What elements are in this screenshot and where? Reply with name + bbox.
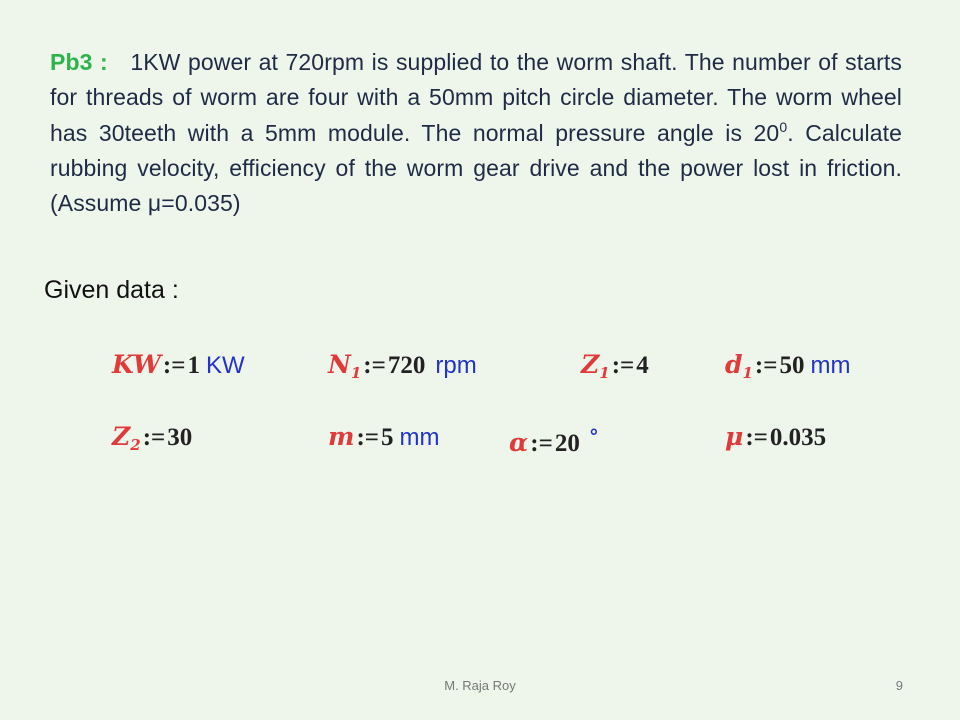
given-m-var: m	[328, 422, 355, 451]
given-z1-var: $Z_1$	[581, 350, 610, 382]
given-alpha-var: α	[509, 428, 529, 457]
given-mu	[725, 422, 826, 453]
given-n1-unit: rpm	[435, 352, 477, 379]
given-kw-op: :=	[162, 352, 186, 379]
given-kw-unit: KW	[206, 352, 245, 379]
given-z1	[581, 350, 649, 381]
page-number: 9	[895, 678, 903, 693]
given-alpha-value: 20	[554, 430, 580, 457]
given-n1	[328, 350, 477, 381]
given-z2-var: $Z_2$	[112, 422, 141, 454]
given-z1-op: :=	[611, 352, 635, 379]
given-m	[328, 422, 440, 453]
given-kw	[112, 350, 245, 381]
given-mu-var: μ	[725, 422, 744, 451]
given-kw-value: 1	[187, 352, 200, 379]
given-d1-value: 50	[779, 352, 805, 379]
given-d1-unit: mm	[810, 352, 851, 379]
given-kw-var: KW	[112, 350, 161, 379]
given-m-unit: mm	[399, 424, 440, 451]
given-d1-var: $d_1$	[725, 350, 753, 382]
given-z2-value: 30	[167, 424, 193, 451]
given-n1-value: 720	[387, 352, 426, 379]
given-mu-value: 0.035	[769, 424, 827, 451]
given-alpha-unit: °	[589, 426, 598, 448]
problem-label: Pb3 :	[50, 49, 108, 75]
given-d1	[725, 350, 850, 381]
given-z1-value: 4	[636, 352, 649, 379]
problem-text-part2: . Calculate rubbing velocity, efficiency of the worm gear drive and the power lost in friction. (Assume μ=0.035)	[50, 119, 902, 217]
given-mu-op: :=	[745, 424, 768, 451]
problem-statement	[50, 45, 902, 221]
given-n1-var: $N_1$	[328, 350, 362, 382]
given-m-op: :=	[356, 424, 380, 451]
given-z2	[112, 422, 192, 453]
footer-author: M. Raja Roy	[444, 678, 516, 693]
given-n1-op: :=	[363, 352, 386, 379]
problem-text-part1: 1KW power at 720rpm is supplied to the worm shaft. The number of starts for threads of worm are four with a 50mm pitch circle diameter. The worm wheel has 30teeth with a 5mm module. The normal pressure angle is 20	[50, 49, 902, 146]
degree-superscript: 0	[779, 118, 788, 135]
given-z2-op: :=	[142, 424, 166, 451]
given-data-title: Given data :	[44, 276, 179, 304]
given-alpha	[509, 422, 598, 459]
given-alpha-op: :=	[530, 430, 553, 457]
given-d1-op: :=	[754, 352, 778, 379]
given-m-value: 5	[381, 424, 394, 451]
